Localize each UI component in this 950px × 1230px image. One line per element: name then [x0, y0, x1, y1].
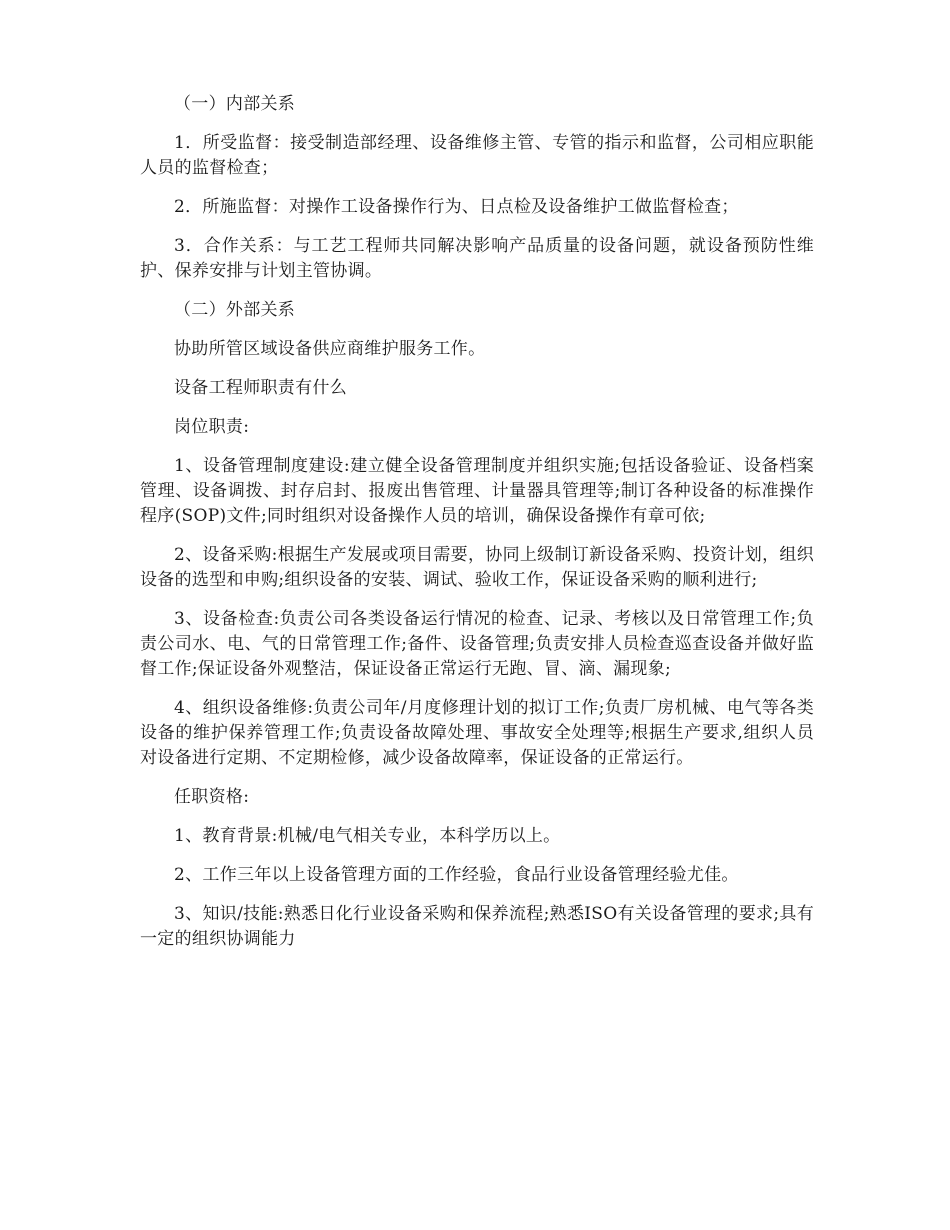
paragraph-cooperation: 3．合作关系：与工艺工程师共同解决影响产品质量的设备问题，就设备预防性维护、保养安排与计划主管协调。: [140, 236, 814, 281]
paragraph-duty-maintenance: 4、组织设备维修:负责公司年/月度修理计划的拟订工作;负责厂房机械、电气等各类设备的维护保养管理工作;负责设备故障处理、事故安全处理等;根据生产要求,组织人员对设备进行定期、不定期检修，减少设备故障率，保证设备的正常运行。: [140, 698, 814, 768]
paragraph-qualification-education: 1、教育背景:机械/电气相关专业，本科学历以上。: [174, 826, 561, 846]
paragraph-supervised-by: 1．所受监督：接受制造部经理、设备维修主管、专管的指示和监督，公司相应职能人员的监督检查；: [140, 133, 814, 178]
section-heading-job-duties: 岗位职责:: [174, 417, 250, 437]
paragraph-duty-inspection: 3、设备检查:负责公司各类设备运行情况的检查、记录、考核以及日常管理工作;负责公司水、电、气的日常管理工作;备件、设备管理;负责安排人员检查巡查设备并做好监督工作;保证设备外观整洁，保证设备正常运行无跑、冒、滴、漏现象;: [140, 609, 814, 679]
section-heading-external-relations: （二）外部关系: [174, 300, 296, 320]
paragraph-qualification-experience: 2、工作三年以上设备管理方面的工作经验，食品行业设备管理经验尤佳。: [174, 865, 739, 885]
section-heading-qualifications: 任职资格:: [174, 787, 250, 807]
paragraph-supervises: 2．所施监督：对操作工设备操作行为、日点检及设备维护工做监督检查；: [174, 197, 739, 217]
section-heading-engineer-duties: 设备工程师职责有什么: [174, 378, 347, 398]
paragraph-duty-system-building: 1、设备管理制度建设:建立健全设备管理制度并组织实施;包括设备验证、设备档案管理、设备调拨、封存启封、报废出售管理、计量器具管理等;制订各种设备的标准操作程序(SOP)文件;同时组织对设备操作人员的培训，确保设备操作有章可依;: [140, 456, 814, 526]
paragraph-duty-procurement: 2、设备采购:根据生产发展或项目需要，协同上级制订新设备采购、投资计划，组织设备的选型和申购;组织设备的安装、调试、验收工作，保证设备采购的顺利进行;: [140, 545, 814, 590]
paragraph-external-support: 协助所管区域设备供应商维护服务工作。: [174, 339, 486, 359]
section-heading-internal-relations: （一）内部关系: [174, 94, 296, 114]
paragraph-qualification-skills: 3、知识/技能:熟悉日化行业设备采购和保养流程;熟悉ISO有关设备管理的要求;具有一定的组织协调能力: [140, 904, 814, 949]
document-body: [140, 92, 814, 966]
